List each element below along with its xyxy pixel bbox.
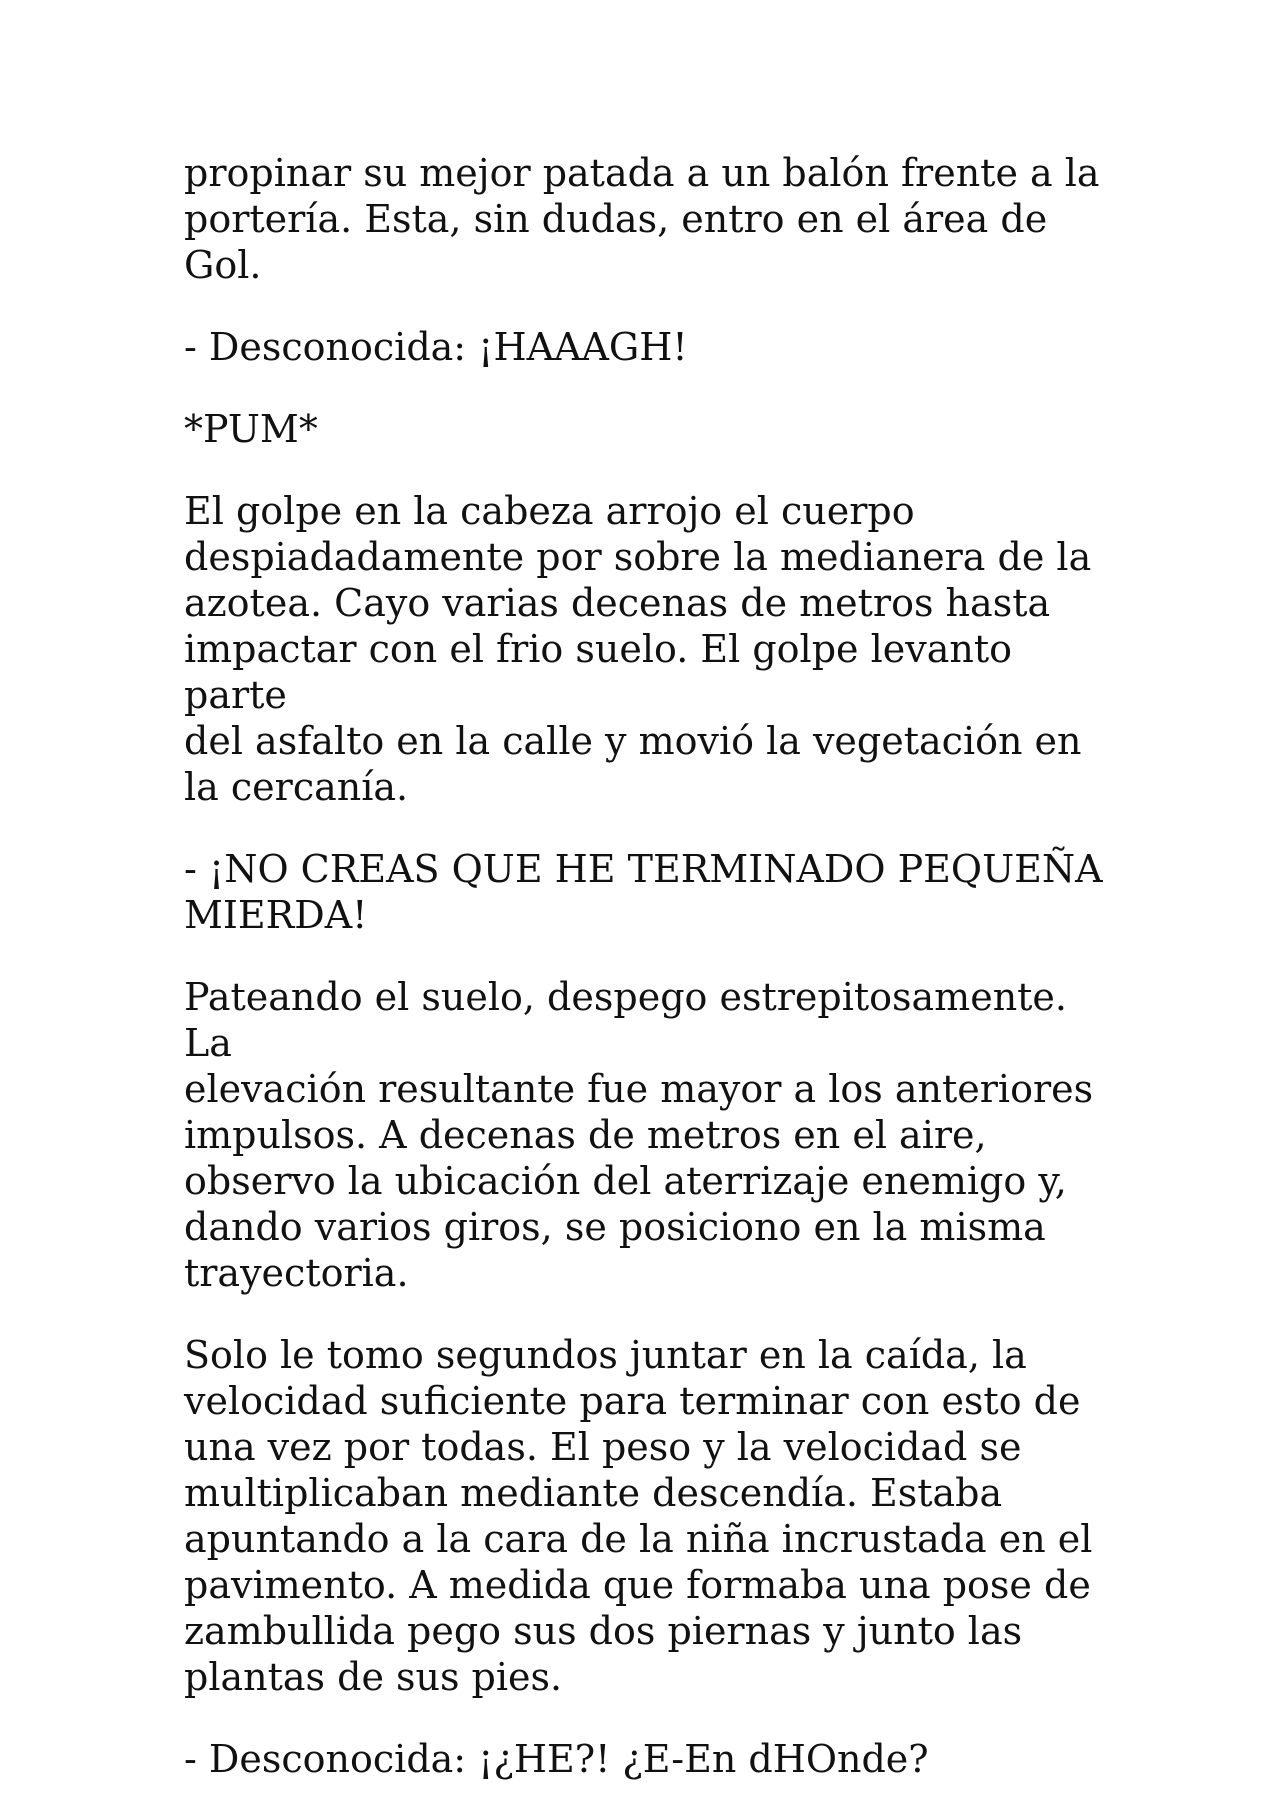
paragraph-sound-effect: *PUM*	[184, 407, 318, 451]
paragraph-narration: propinar su mejor patada a un balón frente a la portería. Esta, sin dudas, entro en el área de Gol.	[184, 151, 1100, 287]
story-text	[184, 150, 1124, 1818]
paragraph-narration: El golpe en la cabeza arrojo el cuerpo despiadadamente por sobre la medianera de la azotea. Cayo varias decenas de metros hasta impactar con el frio suelo. El golpe levanto parte del asfalto en la calle y movió la vegetación en la cercanía.	[184, 489, 1092, 809]
paragraph-narration: Pateando el suelo, despego estrepitosamente. La elevación resultante fue mayor a los anteriores impulsos. A decenas de metros en el aire, observo la ubicación del aterrizaje enemigo y, dando varios giros, se posiciono en la misma trayectoria.	[184, 975, 1094, 1295]
paragraph-narration: Solo le tomo segundos juntar en la caída, la velocidad suficiente para terminar con esto de una vez por todas. El peso y la velocidad se multiplicaban mediante descendía. Estaba apuntando a la cara de la niña incrustada en el pavimento. A medida que formaba una pose de zambullida pego sus dos piernas y junto las plantas de sus pies.	[184, 1333, 1093, 1699]
paragraph-dialogue: - Desconocida: ¡HAAAGH!	[184, 325, 688, 369]
paragraph-dialogue: - Desconocida: ¡¿HE?! ¿E-En dHOnde?	[184, 1737, 929, 1781]
paragraph-dialogue: - ¡NO CREAS QUE HE TERMINADO PEQUEÑA MIERDA!	[184, 847, 1103, 937]
